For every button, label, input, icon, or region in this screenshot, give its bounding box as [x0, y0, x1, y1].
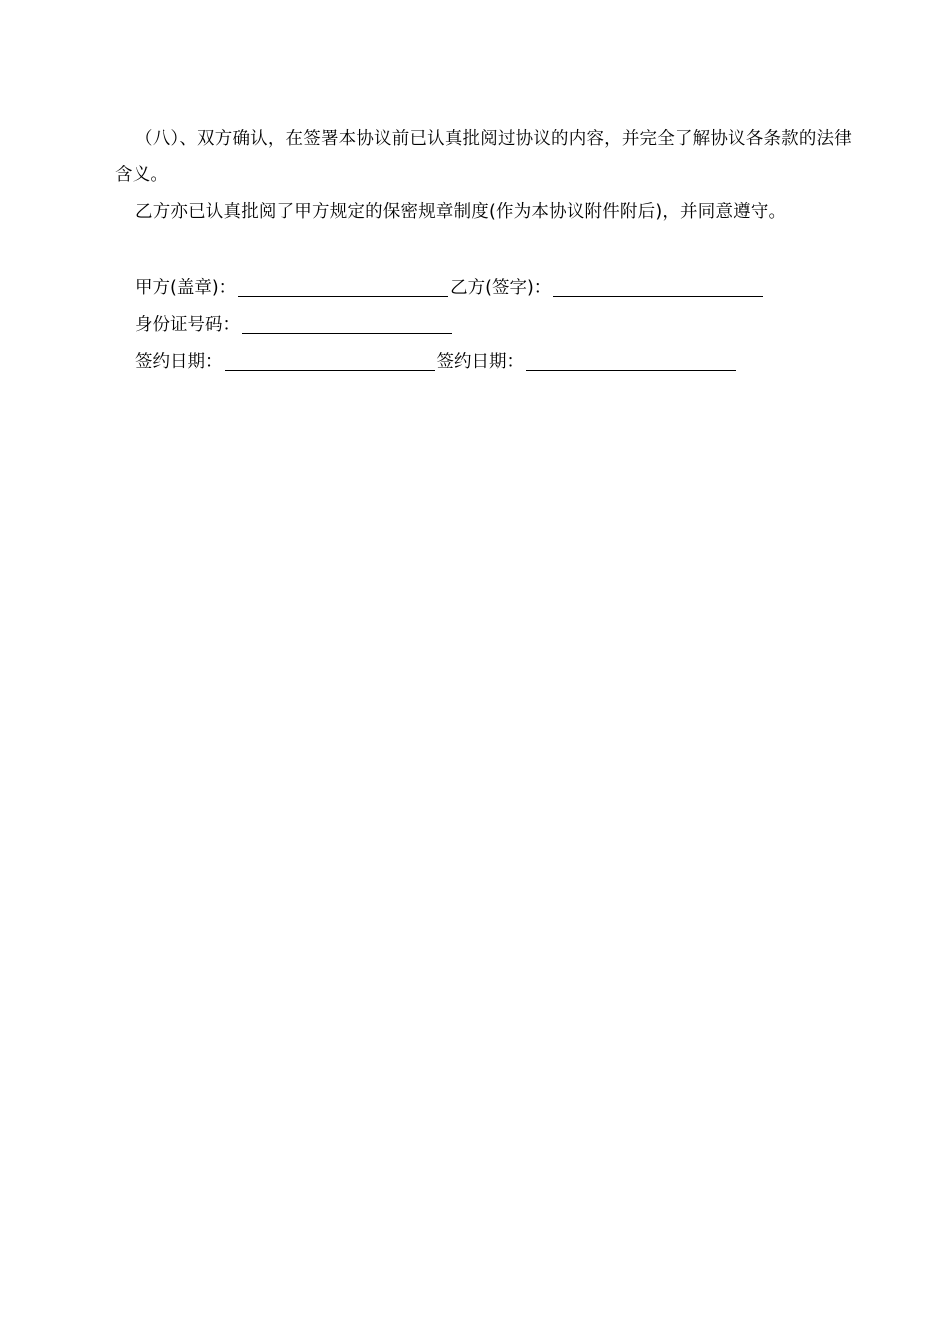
id-number-blank[interactable]: [242, 315, 452, 334]
signature-row-dates: [135, 350, 738, 374]
party-a-date-blank[interactable]: [225, 352, 435, 371]
signature-row-parties: [135, 276, 765, 300]
party-b-signature-blank[interactable]: [553, 278, 763, 297]
id-number-label: 身份证号码：: [135, 315, 240, 335]
party-a-signature-blank[interactable]: [238, 278, 448, 297]
rules-paragraph: 乙方亦已认真批阅了甲方规定的保密规章制度(作为本协议附件附后)，并同意遵守。: [135, 202, 787, 222]
party-b-date-blank[interactable]: [526, 352, 736, 371]
party-b-date-label: 签约日期：: [436, 352, 524, 372]
party-b-label: 乙方(签字)：: [450, 278, 552, 298]
party-a-date-label: 签约日期：: [135, 352, 223, 372]
party-a-label: 甲方(盖章)：: [135, 278, 237, 298]
signature-row-id: [135, 313, 454, 337]
clause-eight-paragraph: （八）、双方确认，在签署本协议前已认真批阅过协议的内容，并完全了解协议各条款的法律含义。: [115, 129, 852, 185]
